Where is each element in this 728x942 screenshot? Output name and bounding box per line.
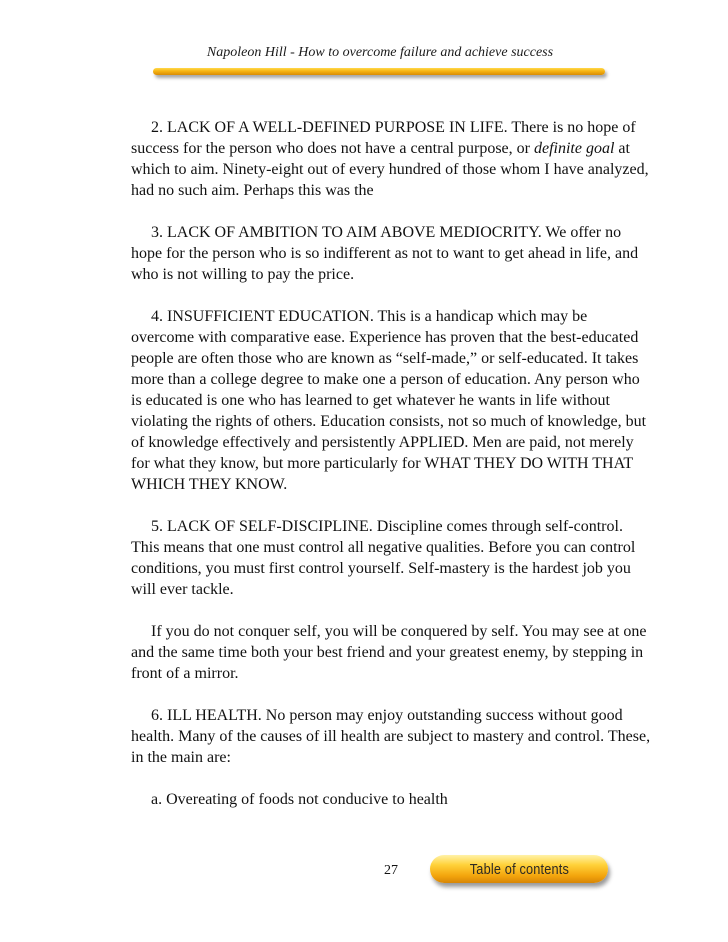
paragraph-conquer-self: If you do not conquer self, you will be conquered by self. You may see at one and the same time both your best friend and your greatest enemy, by stepping in front of a mirror.: [131, 623, 647, 682]
paragraph-lack-of-purpose-text-end: at which to aim. Ninety-eight out of every hundred of those whom I have analyzed, had no such aim. Perhaps this was the: [131, 140, 649, 199]
paragraph-lack-of-purpose-text: 2. LACK OF A WELL-DEFINED PURPOSE IN LIFE. There is no hope of success for the person who does not have a central purpose, or: [131, 119, 636, 157]
paragraph-lack-of-self-discipline: 5. LACK OF SELF-DISCIPLINE. Discipline comes through self-control. This means that one must control all negative qualities. Before you can control conditions, you must first control yourself. Self-mastery is the hardest job you will ever tackle.: [131, 518, 636, 598]
paragraph-insufficient-education: 4. INSUFFICIENT EDUCATION. This is a handicap which may be overcome with comparative ease. Experience has proven that the best-educated people are often those who are known as “self-made,” or self-educated. It takes more than a college degree to make one a person of education. Any person who is educated is one who has learned to get whatever he wants in life without violating the rights of others. Education consists, not so much of knowledge, but of knowledge effectively and persistently APPLIED. Men are paid, not merely for what they know, but more particularly for WHAT THEY DO WITH THAT WHICH THEY KNOW.: [131, 308, 647, 493]
paragraph-lack-of-purpose: [131, 117, 651, 201]
paragraph-lack-of-purpose-emphasis: definite goal: [533, 140, 615, 157]
list-item-overeating: a. Overeating of foods not conducive to health: [151, 791, 448, 808]
header-divider: [153, 68, 605, 75]
header-title: Napoleon Hill - How to overcome failure and achieve success: [206, 45, 554, 60]
page-body: [131, 117, 651, 831]
table-of-contents-button[interactable]: [430, 855, 608, 883]
page-number: 27: [384, 863, 398, 878]
paragraph-lack-of-ambition: 3. LACK OF AMBITION TO AIM ABOVE MEDIOCRITY. We offer no hope for the person who is so indifferent as not to want to get ahead in life, and who is not willing to pay the price.: [131, 224, 639, 283]
table-of-contents-label: Table of contents: [469, 860, 569, 878]
paragraph-ill-health: 6. ILL HEALTH. No person may enjoy outstanding success without good health. Many of the causes of ill health are subject to mastery and control. These, in the main are:: [131, 707, 651, 766]
